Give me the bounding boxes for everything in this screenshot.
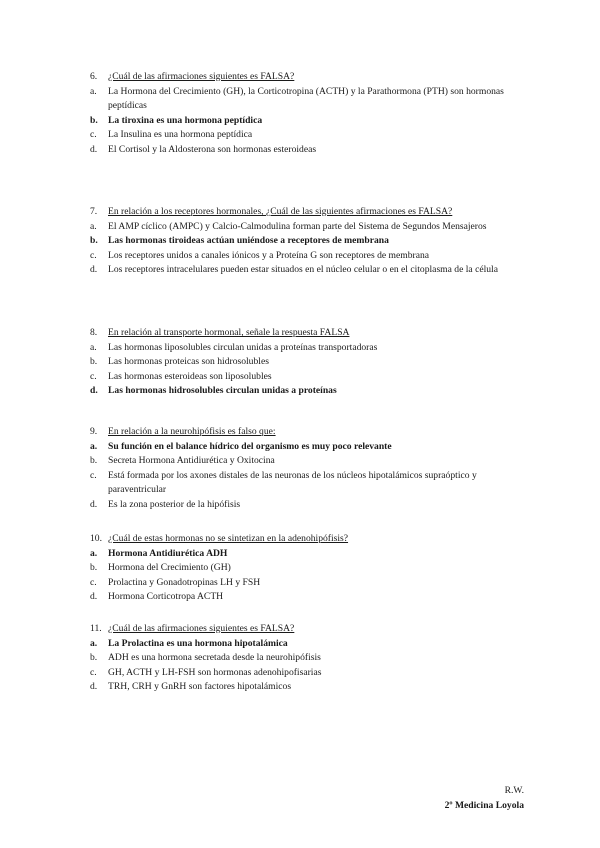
option-letter: c. xyxy=(90,249,97,261)
question-title xyxy=(90,205,530,220)
option-text: Las hormonas proteicas son hidrosolubles xyxy=(108,356,269,368)
option-letter: a. xyxy=(90,85,97,97)
question-7 xyxy=(90,205,530,278)
option-text: Prolactina y Gonadotropinas LH y FSH xyxy=(108,576,261,588)
option-text: Secreta Hormona Antidiurética y Oxitocina xyxy=(108,455,275,467)
question-text: En relación a los receptores hormonales, ¿Cuál de las siguientes afirmaciones es FALSA? xyxy=(108,206,453,217)
option-c xyxy=(90,249,530,264)
question-text: ¿Cuál de las afirmaciones siguientes es FALSA? xyxy=(108,71,295,82)
question-9 xyxy=(90,425,530,513)
option-text: Las hormonas esteroideas son liposolubles xyxy=(108,370,272,382)
option-letter: c. xyxy=(90,666,97,678)
question-number: 10. xyxy=(90,533,102,544)
option-text: Hormona del Crecimiento (GH) xyxy=(108,562,231,574)
option-text: La Prolactina es una hormona hipotalámica xyxy=(108,637,288,649)
option-text: Está formada por los axones distales de las neuronas de los núcleos hipotalámicos supraóptico y paraventricular xyxy=(108,469,477,496)
question-10 xyxy=(90,532,530,605)
option-b xyxy=(90,234,530,249)
option-c xyxy=(90,576,530,591)
option-letter: a. xyxy=(90,637,98,649)
option-d xyxy=(90,263,530,278)
question-text: En relación a la neurohipófisis es falso que: xyxy=(108,426,276,437)
option-text: Las hormonas tiroideas actúan uniéndose a receptores de membrana xyxy=(108,235,389,247)
option-letter: c. xyxy=(90,576,97,588)
option-text: Hormona Corticotropa ACTH xyxy=(108,591,224,603)
option-text: TRH, CRH y GnRH son factores hipotalámicos xyxy=(108,681,292,693)
option-c xyxy=(90,469,530,498)
question-title xyxy=(90,532,530,547)
option-letter: b. xyxy=(90,652,98,664)
option-text: Las hormonas hidrosolubles circulan unidas a proteínas xyxy=(108,385,337,397)
option-b xyxy=(90,355,530,370)
option-letter: c. xyxy=(90,370,97,382)
option-c xyxy=(90,370,530,385)
question-number: 7. xyxy=(90,206,98,217)
question-title xyxy=(90,622,530,637)
option-text: La tiroxina es una hormona peptídica xyxy=(108,114,263,126)
option-b xyxy=(90,561,530,576)
option-c xyxy=(90,666,530,681)
question-number: 8. xyxy=(90,327,98,338)
option-letter: b. xyxy=(90,455,98,467)
option-text: El Cortisol y la Aldosterona son hormonas esteroideas xyxy=(108,143,317,155)
option-a xyxy=(90,341,530,356)
option-text: GH, ACTH y LH-FSH son hormonas adenohipofisarias xyxy=(108,666,322,678)
question-11 xyxy=(90,622,530,695)
option-a xyxy=(90,85,530,114)
option-a xyxy=(90,440,530,455)
option-letter: d. xyxy=(90,681,98,693)
option-letter: b. xyxy=(90,356,98,368)
option-letter: d. xyxy=(90,498,98,510)
option-letter: a. xyxy=(90,547,98,559)
option-b xyxy=(90,454,530,469)
option-a xyxy=(90,637,530,652)
option-b xyxy=(90,114,530,129)
question-8 xyxy=(90,326,530,399)
question-title xyxy=(90,425,530,440)
question-number: 11. xyxy=(90,623,102,634)
option-letter: a. xyxy=(90,341,97,353)
option-letter: c. xyxy=(90,129,97,141)
option-text: Su función en el balance hídrico del organismo es muy poco relevante xyxy=(108,440,392,452)
question-text: ¿Cuál de las afirmaciones siguientes es FALSA? xyxy=(108,623,295,634)
question-text: En relación al transporte hormonal, señale la respuesta FALSA xyxy=(108,327,350,338)
option-letter: a. xyxy=(90,440,98,452)
option-letter: d. xyxy=(90,143,98,155)
option-letter: d. xyxy=(90,264,98,276)
option-text: Las hormonas liposolubles circulan unidas a proteínas transportadoras xyxy=(108,341,378,353)
question-title xyxy=(90,326,530,341)
option-letter: b. xyxy=(90,114,98,126)
option-d xyxy=(90,143,530,158)
option-text: Hormona Antidiurética ADH xyxy=(108,547,228,559)
option-b xyxy=(90,651,530,666)
option-letter: b. xyxy=(90,235,98,247)
footer-initials: R.W. xyxy=(504,785,524,796)
question-number: 6. xyxy=(90,71,98,82)
option-d xyxy=(90,590,530,605)
option-text: Los receptores intracelulares pueden estar situados en el núcleo celular o en el citoplasma de la célula xyxy=(108,264,498,276)
option-letter: b. xyxy=(90,562,98,574)
option-d xyxy=(90,680,530,695)
option-text: ADH es una hormona secretada desde la neurohipófisis xyxy=(108,652,321,664)
option-c xyxy=(90,128,530,143)
option-text: Es la zona posterior de la hipófisis xyxy=(108,498,241,510)
option-letter: d. xyxy=(90,591,98,603)
question-number: 9. xyxy=(90,426,98,437)
option-d xyxy=(90,498,530,513)
option-a xyxy=(90,547,530,562)
option-letter: c. xyxy=(90,469,97,481)
question-6 xyxy=(90,70,530,158)
option-letter: d. xyxy=(90,385,98,397)
footer-course: 2º Medicina Loyola xyxy=(444,799,524,811)
option-text: El AMP cíclico (AMPC) y Calcio-Calmodulina forman parte del Sistema de Segundos Mensajeros xyxy=(108,220,487,232)
option-a xyxy=(90,220,530,235)
option-text: Los receptores unidos a canales iónicos y a Proteína G son receptores de membrana xyxy=(108,249,430,261)
question-title xyxy=(90,70,530,85)
question-text: ¿Cuál de estas hormonas no se sintetizan en la adenohipófisis? xyxy=(108,533,349,544)
option-text: La Hormona del Crecimiento (GH), la Corticotropina (ACTH) y la Parathormona (PTH) son hormonas peptídicas xyxy=(108,85,504,112)
option-letter: a. xyxy=(90,220,97,232)
option-d xyxy=(90,384,530,399)
option-text: La Insulina es una hormona peptídica xyxy=(108,129,253,141)
page-footer xyxy=(445,784,524,813)
